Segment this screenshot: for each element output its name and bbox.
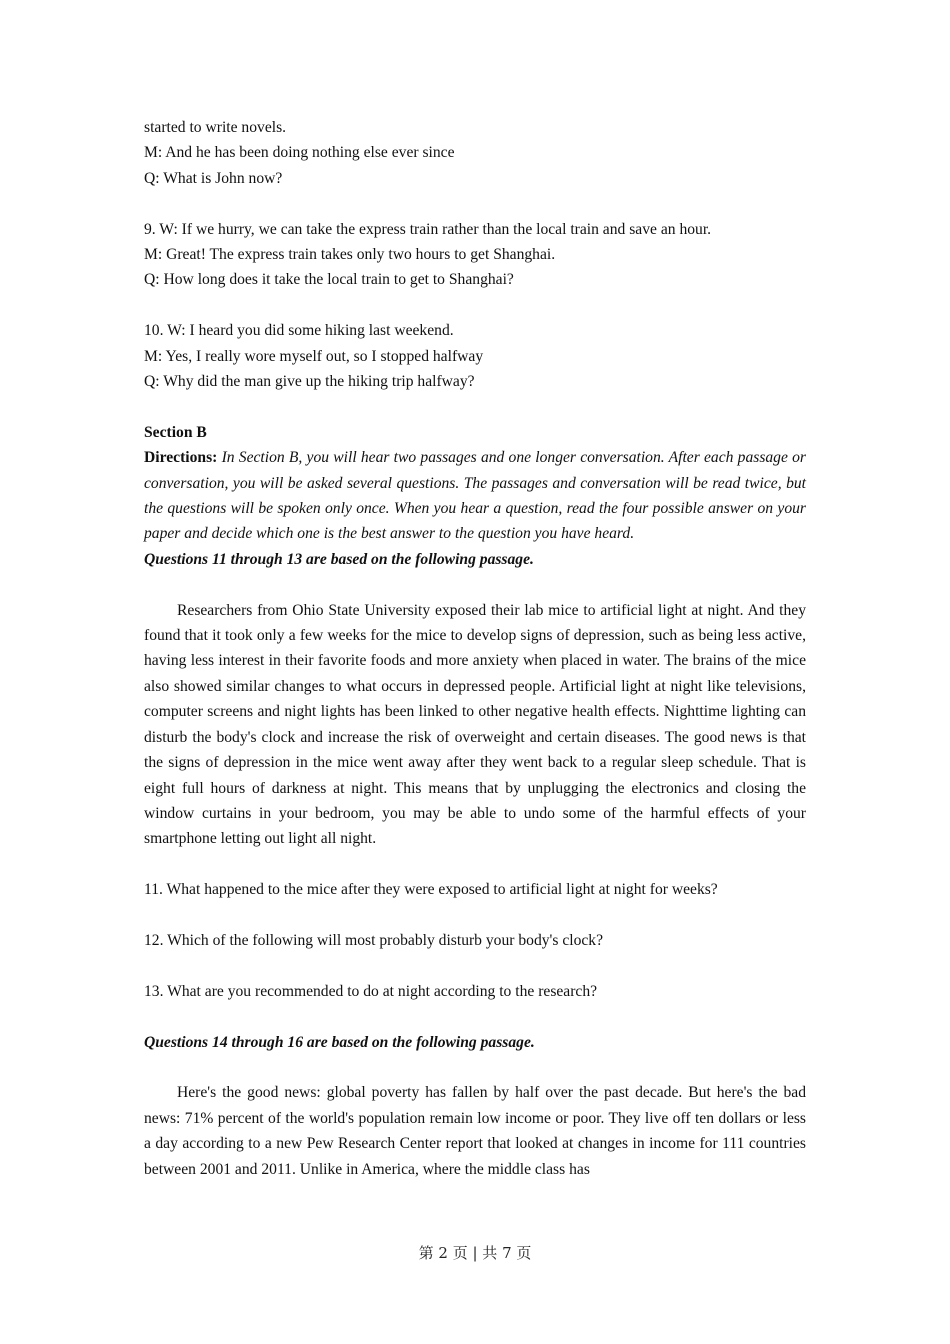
text-line: Q: How long does it take the local train to get to Shanghai? [144, 271, 514, 289]
passage1-heading: Questions 11 through 13 are based on the following passage. [144, 550, 534, 568]
page-content [144, 115, 806, 1182]
text-line: 9. W: If we hurry, we can take the express train rather than the local train and save an hour. [144, 220, 712, 238]
text-line: M: Great! The express train takes only two hours to get Shanghai. [144, 246, 556, 264]
directions-label: Directions: [144, 449, 218, 467]
passage2-text: Here's the good news: global poverty has fallen by half over the past decade. But here's the bad news: 71% percent of the world's population remain low income or poor. They live off ten dollars or less a day according to a new Pew Research Center report that looked at changes in income for 111 countries between 2001 and 2011. Unlike in America, where the middle class has [144, 1084, 806, 1178]
text-line: Q: Why did the man give up the hiking trip halfway? [144, 373, 475, 391]
text-line: started to write novels. [144, 119, 287, 136]
section-b-title: Section B [144, 423, 207, 441]
passage2-heading: Questions 14 through 16 are based on the following passage. [144, 1033, 535, 1051]
page-footer: 第 2 页 | 共 7 页 [418, 1244, 532, 1262]
question-13: 13. What are you recommended to do at night according to the research? [144, 982, 598, 1000]
text-line: 10. W: I heard you did some hiking last weekend. [144, 322, 454, 340]
directions-text: In Section B, you will hear two passages and one longer conversation. After each passage or conversation, you will be asked several questions. The passages and conversation will be read twice, but the questions will be spoken only once. When you hear a question, read the four possible answer on your paper and decide which one is the best answer to the question you have heard. [144, 449, 806, 543]
passage1-text: Researchers from Ohio State University exposed their lab mice to artificial light at night. And they found that it took only a few weeks for the mice to develop signs of depression, such as being less active, having less interest in their favorite foods and more anxiety when placed in water. The brains of the mice also showed similar changes to what occurs in depressed people. Artificial light at night like televisions, computer screens and night lights has been linked to other negative health effects. Nighttime lighting can disturb the body's clock and increase the risk of overweight and certain diseases. The good news is that the signs of depression in the mice went away after they went back to a regular sleep schedule. That is eight full hours of darkness at night. This means that by unplugging the electronics and closing the window curtains in your bedroom, you may be able to undo some of the harmful effects of your smartphone letting out light all night. [144, 601, 806, 848]
text-line: M: And he has been doing nothing else ever since [144, 144, 455, 162]
question-12: 12. Which of the following will most probably disturb your body's clock? [144, 931, 604, 949]
text-line: Q: What is John now? [144, 169, 283, 187]
directions-paragraph [144, 445, 806, 547]
text-line: M: Yes, I really wore myself out, so I stopped halfway [144, 347, 484, 365]
question-11: 11. What happened to the mice after they were exposed to artificial light at night for weeks? [144, 881, 718, 899]
